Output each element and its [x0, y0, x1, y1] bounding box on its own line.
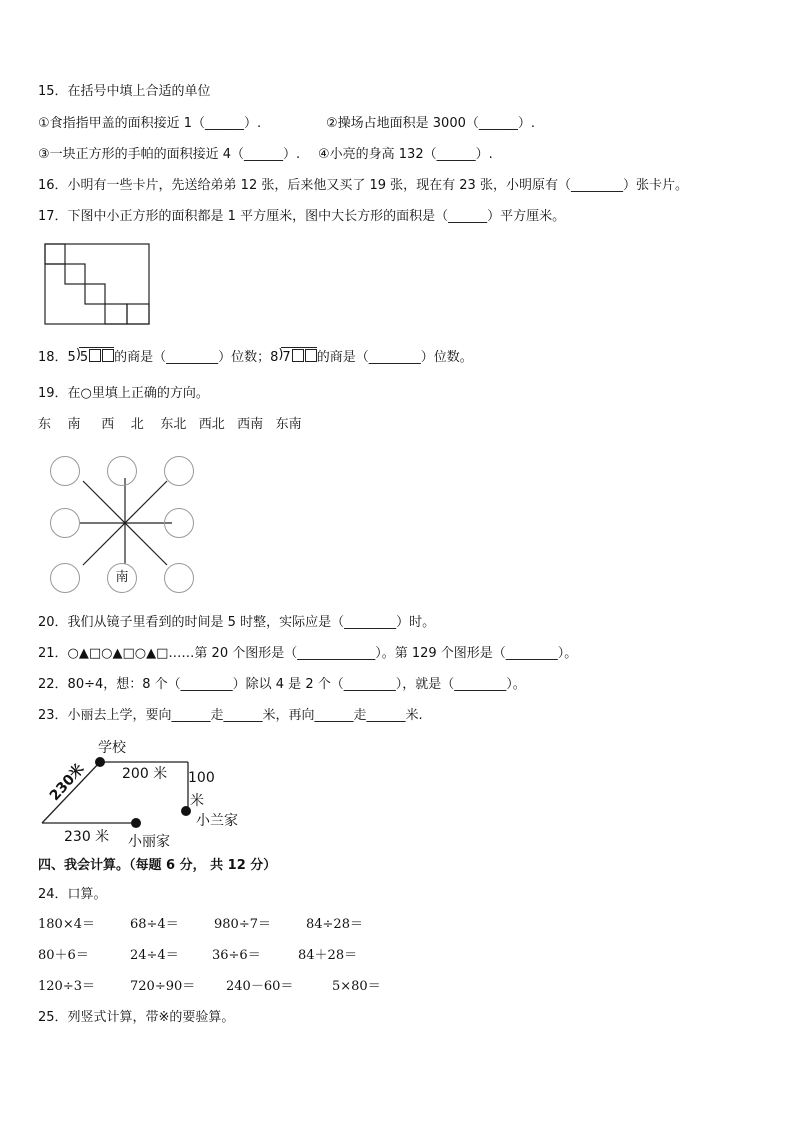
direction-word: 南 — [67, 417, 81, 432]
calc-item: 80＋6＝ — [38, 948, 89, 963]
section-4-title: 四、我会计算。（每题 6 分， 共 12 分） — [38, 858, 277, 873]
direction-word: 东南 — [275, 417, 302, 432]
q21-text: 21．○▲□○▲□○▲□……第 20 个图形是（____________）。第 129 个图形是（________）。 — [38, 646, 578, 661]
direction-circle-east — [164, 508, 194, 538]
direction-word: 北 — [130, 417, 144, 432]
q18-division-2: 8 ) 7 — [270, 350, 317, 365]
q15-title: 15．在括号中填上合适的单位 — [38, 84, 211, 99]
direction-word: 西 — [101, 417, 115, 432]
blank-digit-box — [292, 349, 304, 362]
q18-mid: 的商是（________）位数； — [114, 350, 271, 365]
route-map-figure — [36, 736, 266, 848]
q25-title: 25．列竖式计算，带※的要验算。 — [38, 1010, 235, 1025]
q18-suffix: 的商是（________）位数。 — [316, 350, 473, 365]
label-200m: 200 米 — [122, 766, 168, 782]
q18-prefix: 18． — [38, 350, 68, 365]
direction-circle-west — [50, 508, 80, 538]
calc-item: 84÷28＝ — [306, 917, 363, 932]
q24-title: 24．口算。 — [38, 887, 107, 902]
calc-item: 120÷3＝ — [38, 979, 95, 994]
calc-item: 68÷4＝ — [130, 917, 179, 932]
direction-word: 东 — [38, 417, 52, 432]
calc-item: 24÷4＝ — [130, 948, 179, 963]
staircase-rectangle-figure — [44, 243, 152, 327]
direction-word: 东北 — [160, 417, 187, 432]
calc-item: 180×4＝ — [38, 917, 95, 932]
calc-item: 980÷7＝ — [214, 917, 271, 932]
label-230m-diagonal: 230米 — [46, 761, 88, 805]
q15-item-1: ①食指指甲盖的面积接近 1（______）. — [38, 116, 262, 131]
direction-word: 西南 — [237, 417, 264, 432]
label-xiaolan-home: 小兰家 — [196, 813, 238, 829]
label-xiaoli-home: 小丽家 — [128, 834, 170, 850]
direction-circle-northwest — [50, 456, 80, 486]
direction-circle-south: 南 — [107, 563, 137, 593]
calc-item: 84＋28＝ — [298, 948, 358, 963]
q19-title: 19．在○里填上正确的方向。 — [38, 386, 209, 401]
blank-digit-box — [89, 349, 101, 362]
direction-circle-southwest — [50, 563, 80, 593]
q18-line — [38, 349, 473, 366]
compass-figure — [46, 450, 202, 600]
q16-text: 16．小明有一些卡片，先送给弟弟 12 张，后来他又买了 19 张，现在有 23 张，小明原有（________）张卡片。 — [38, 178, 688, 193]
blank-digit-box — [305, 349, 317, 362]
q15-item-4: ④小亮的身高 132（______）. — [318, 147, 493, 162]
q18-dividend-digit-2: 7 — [282, 350, 291, 365]
q18-dividend-digit-1: 5 — [79, 350, 89, 365]
calc-item: 720÷90＝ — [130, 979, 196, 994]
q17-text: 17．下图中小正方形的面积都是 1 平方厘米，图中大长方形的面积是（______）平方厘米。 — [38, 209, 566, 224]
q18-divisor-2: 8 — [270, 350, 279, 365]
q19-direction-list — [38, 417, 302, 433]
direction-circle-northeast — [164, 456, 194, 486]
q15-item-3: ③一块正方形的手帕的面积接近 4（______）. — [38, 147, 301, 162]
q18-division-1: 5 ) 5 — [68, 350, 115, 365]
label-school: 学校 — [98, 740, 126, 756]
calc-item: 5×80＝ — [332, 979, 381, 994]
q20-text: 20．我们从镜子里看到的时间是 5 时整，实际应是（________）时。 — [38, 615, 436, 630]
q23-text: 23．小丽去上学，要向______走______米，再向______走______米. — [38, 708, 423, 723]
label-230m: 230 米 — [64, 829, 110, 845]
calc-item: 36÷6＝ — [212, 948, 261, 963]
q18-divisor-1: 5 — [67, 350, 76, 365]
direction-circle-southeast — [164, 563, 194, 593]
blank-digit-box — [102, 349, 114, 362]
q15-item-2: ②操场占地面积是 3000（______）. — [326, 116, 536, 131]
calc-item: 240－60＝ — [226, 979, 294, 994]
q22-text: 22．80÷4，想：8 个（________）除以 4 是 2 个（________），就是（________）。 — [38, 677, 526, 692]
direction-circle-north — [107, 456, 137, 486]
label-100-unit: 米 — [190, 793, 204, 809]
label-100: 100 — [188, 770, 215, 786]
direction-word: 西北 — [198, 417, 225, 432]
